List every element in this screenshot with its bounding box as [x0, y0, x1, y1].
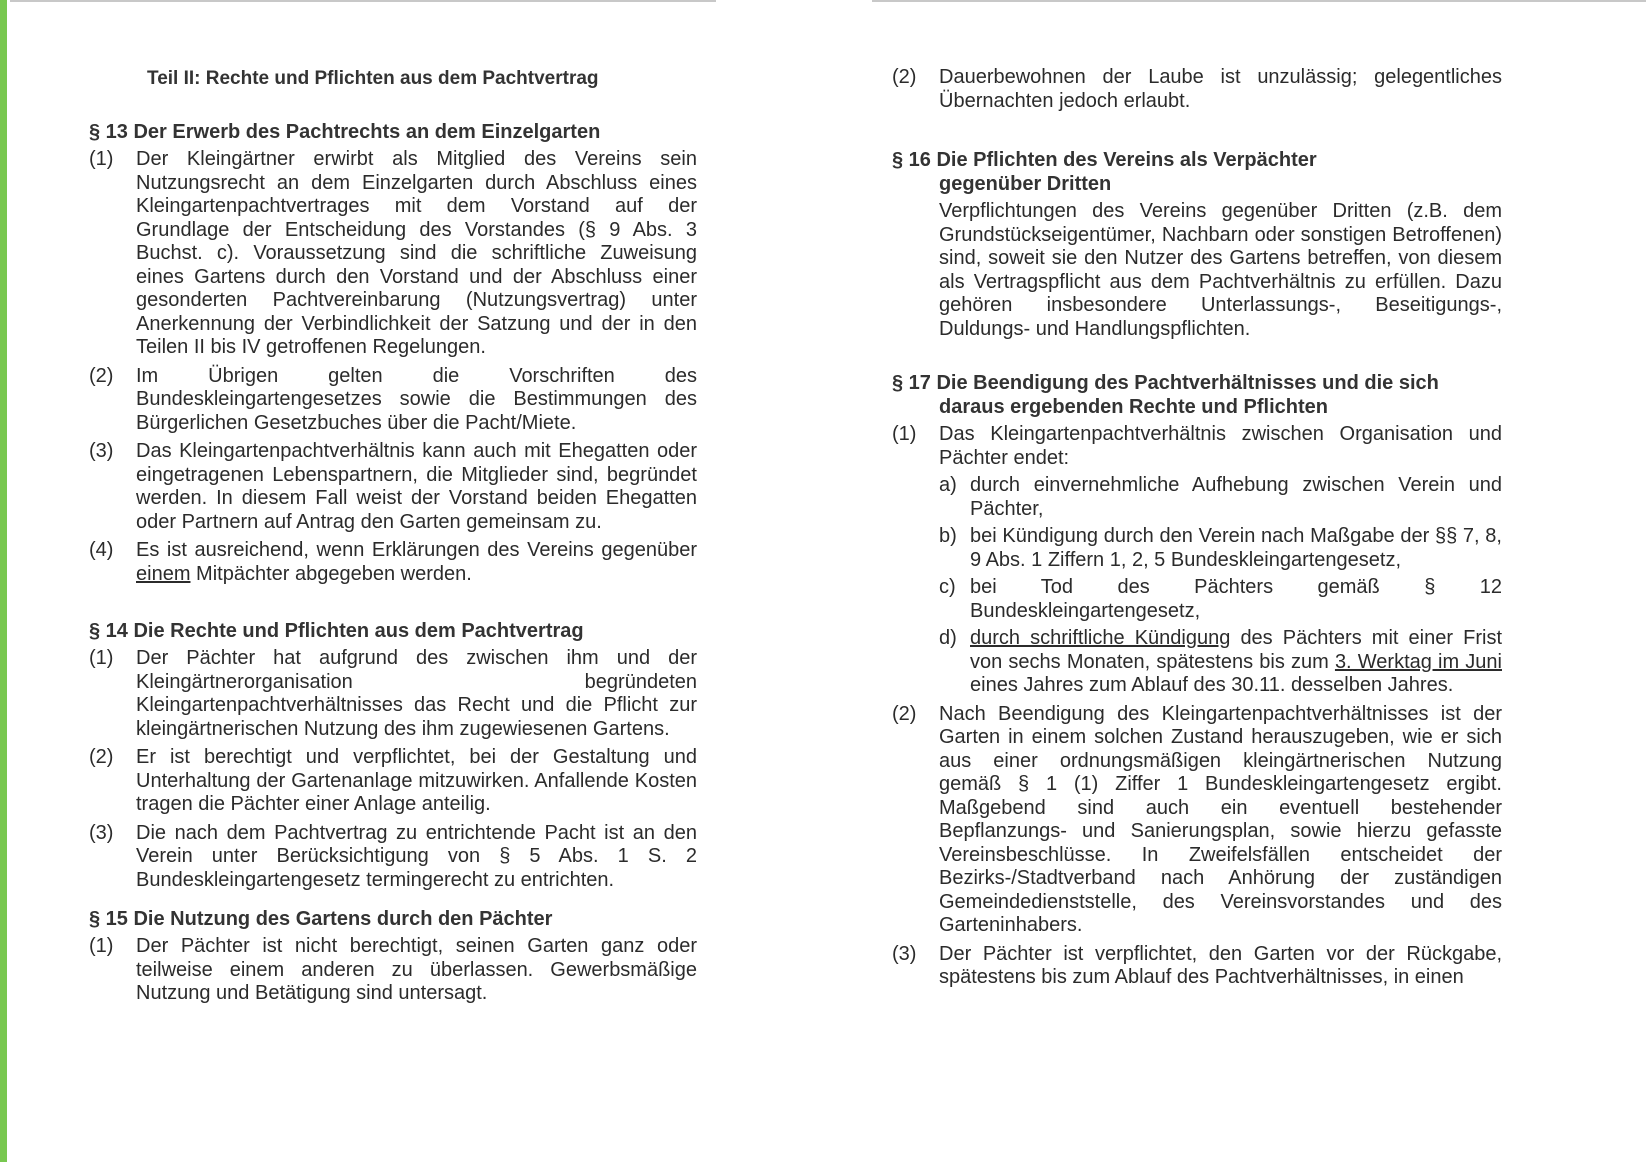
section-14-item-3	[89, 822, 697, 893]
item-text	[939, 423, 1502, 698]
item-text: Die nach dem Pachtvertrag zu entrichtende Pacht ist an den Verein unter Berücksichtigung von § 5 Abs. 1 S. 2 Bundeskleingartengesetz termingerecht zu entrichten.	[136, 821, 697, 891]
section-17-item-1	[892, 423, 1502, 698]
heading-line: § 16 Die Pflichten des Vereins als Verpächter	[892, 149, 1317, 171]
item-text: Das Kleingartenpachtverhältnis kann auch mit Ehegatten oder eingetragenen Lebenspartnern, die Mitglieder sind, begründet werden. In diesem Fall weist der Vorstand beiden Ehegatten oder Partnern auf Antrag den Garten gemeinsam zu.	[136, 440, 697, 533]
subitem-text: durch einvernehmliche Aufhebung zwischen Verein und Pächter,	[970, 474, 1502, 520]
section-13-item-1	[89, 148, 697, 360]
section-14-body	[89, 647, 697, 892]
page-edge-green	[0, 0, 7, 1162]
subitem-letter: d)	[939, 627, 957, 649]
item-text: Der Pächter ist nicht berechtigt, seinen Garten ganz oder teilweise einem anderen zu überlassen. Gewerbsmäßige Nutzung und Betätigung sind untersagt.	[136, 935, 697, 1004]
subitem-letter: b)	[939, 525, 957, 547]
subitem-text: bei Kündigung durch den Verein nach Maßgabe der §§ 7, 8, 9 Abs. 1 Ziffern 1, 2, 5 Bundeskleingartengesetz,	[970, 525, 1502, 571]
item-number: (2)	[89, 746, 114, 768]
item-intro: Das Kleingartenpachtverhältnis zwischen Organisation und Pächter endet:	[939, 423, 1502, 469]
section-16-heading	[892, 148, 1317, 196]
item-text	[136, 539, 697, 586]
section-17-body	[892, 423, 1502, 990]
item-text-part: Es ist ausreichend, wenn Erklärungen des Vereins gegenüber	[136, 539, 697, 561]
item-number: (1)	[89, 148, 114, 170]
item-number: (1)	[89, 935, 114, 957]
item-text: Nach Beendigung des Kleingartenpachtverhältnisses ist der Garten in einem solchen Zustand herauszugeben, wie er sich aus einer ordnungsmäßigen kleingärtnerischen Nutzung gemäß § 1 (1) Ziffer 1 Bundeskleingartengesetz ergibt. Maßgebend sind auch ein eventuell bestehender Bepflanzungs- und Sanierungsplan, sowie hierzu gefasste Vereinsbeschlüsse. In Zweifelsfällen entscheidet der Bezirks-/Stadtverband nach Anhörung der zuständigen Gemeindedienststelle, des Vereinsvorstandes und des Garteninhabers.	[939, 702, 1502, 936]
section-13-heading: § 13 Der Erwerb des Pachtrechts an dem Einzelgarten	[89, 121, 601, 143]
subitem-d	[939, 627, 1502, 698]
underlined-phrase: 3. Werktag im Juni	[1334, 650, 1502, 673]
item-number: (1)	[892, 423, 917, 445]
item-text: Der Pächter hat aufgrund des zwischen ihm und der Kleingärtnerorganisation begründeten Kleingartenpachtverhältnisses das Recht und die Pflicht zur kleingärtnerischen Nutzung des ihm zugewiesenen Gartens.	[136, 647, 697, 740]
underlined-word: einem	[136, 562, 191, 585]
section-15-heading: § 15 Die Nutzung des Gartens durch den Pächter	[89, 908, 553, 930]
section-14-item-1	[89, 647, 697, 741]
item-text: Im Übrigen gelten die Vorschriften des Bundeskleingartengesetzes sowie die Bestimmungen des Bürgerlichen Gesetzbuches über die Pacht/Miete.	[136, 364, 697, 434]
subitem-b	[939, 525, 1502, 572]
section-13-item-4	[89, 539, 697, 586]
item-text: Der Kleingärtner erwirbt als Mitglied des Vereins sein Nutzungsrecht an dem Einzelgarten durch Abschluss eines Kleingartenpachtvertrages mit dem Vorstand auf der Grundlage der Entscheidung des Vorstandes (§ 9 Abs. 3 Buchst. c). Voraussetzung sind die schriftliche Zuweisung eines Gartens durch den Vorstand und der Abschluss einer gesonderten Pachtvereinbarung (Nutzungsvertrag) unter Anerkennung der Verbindlichkeit der Satzung und der in den Teilen II bis IV getroffenen Regelungen.	[136, 148, 697, 358]
item-number: (3)	[89, 440, 114, 462]
item-number: (4)	[89, 539, 114, 561]
item-text: Er ist berechtigt und verpflichtet, bei der Gestaltung und Unterhaltung der Gartenanlage mitzuwirken. Anfallende Kosten tragen die Pächter einer Anlage anteilig.	[136, 746, 697, 815]
item-number: (2)	[892, 66, 917, 88]
heading-line: § 17 Die Beendigung des Pachtverhältnisses und die sich	[892, 372, 1439, 394]
scan-top-edge-right	[872, 0, 1646, 2]
section-17-item-3	[892, 943, 1502, 990]
item-text: Dauerbewohnen der Laube ist unzulässig; gelegentliches Übernachten jedoch erlaubt.	[939, 66, 1502, 112]
item-number: (2)	[89, 364, 114, 387]
section-13-body	[89, 148, 697, 586]
subitem-text: bei Tod des Pächters gemäß § 12 Bundeskleingartengesetz,	[970, 576, 1502, 622]
section-17-item-2	[892, 703, 1502, 938]
section-13-item-2	[89, 365, 697, 436]
section-15-continued	[892, 66, 1502, 113]
underlined-phrase: durch schriftliche Kündigung	[970, 627, 1231, 649]
item-number: (2)	[892, 702, 917, 725]
subitem-letter: c)	[939, 576, 956, 598]
section-17-heading	[892, 371, 1439, 419]
subitem-text-part: des Pächters mit einer Frist von sechs Monaten, spätestens bis zum	[970, 627, 1502, 673]
section-15-item-2	[892, 66, 1502, 113]
subitem-text	[970, 627, 1502, 698]
subitem-letter: a)	[939, 474, 957, 496]
part-title: Teil II: Rechte und Pflichten aus dem Pachtvertrag	[147, 68, 599, 89]
section-14-item-2	[89, 746, 697, 817]
heading-line: gegenüber Dritten	[939, 173, 1112, 195]
item-text-part: Mitpächter abgegeben werden.	[190, 562, 472, 585]
item-number: (3)	[892, 942, 917, 965]
section-13-item-3	[89, 440, 697, 534]
section-16-body: Verpflichtungen des Vereins gegenüber Dritten (z.B. dem Grundstückseigentümer, Nachbarn oder sonstigen Betroffenen) sind, soweit sie den Nutzer des Gartens betreffen, von diesem als Vertragspflicht aus dem Pachtverhältnis zu erfüllen. Dazu gehören insbesondere Unterlassungs-, Beseitigungs-, Duldungs- und Handlungspflichten.	[939, 200, 1502, 340]
section-15-item-1	[89, 935, 697, 1006]
subitem-a	[939, 474, 1502, 521]
item-number: (1)	[89, 647, 114, 669]
subitem-c	[939, 576, 1502, 623]
section-14-heading: § 14 Die Rechte und Pflichten aus dem Pachtvertrag	[89, 620, 584, 642]
heading-line: daraus ergebenden Rechte und Pflichten	[939, 396, 1328, 418]
item-text: Der Pächter ist verpflichtet, den Garten vor der Rückgabe, spätestens bis zum Ablauf des Pachtverhältnisses, in einen	[939, 942, 1502, 988]
item-number: (3)	[89, 821, 114, 844]
scan-top-edge-left	[10, 0, 716, 2]
subitem-text-part: eines Jahres zum Ablauf des 30.11. desselben Jahres.	[970, 674, 1454, 696]
section-15-body	[89, 935, 697, 1006]
